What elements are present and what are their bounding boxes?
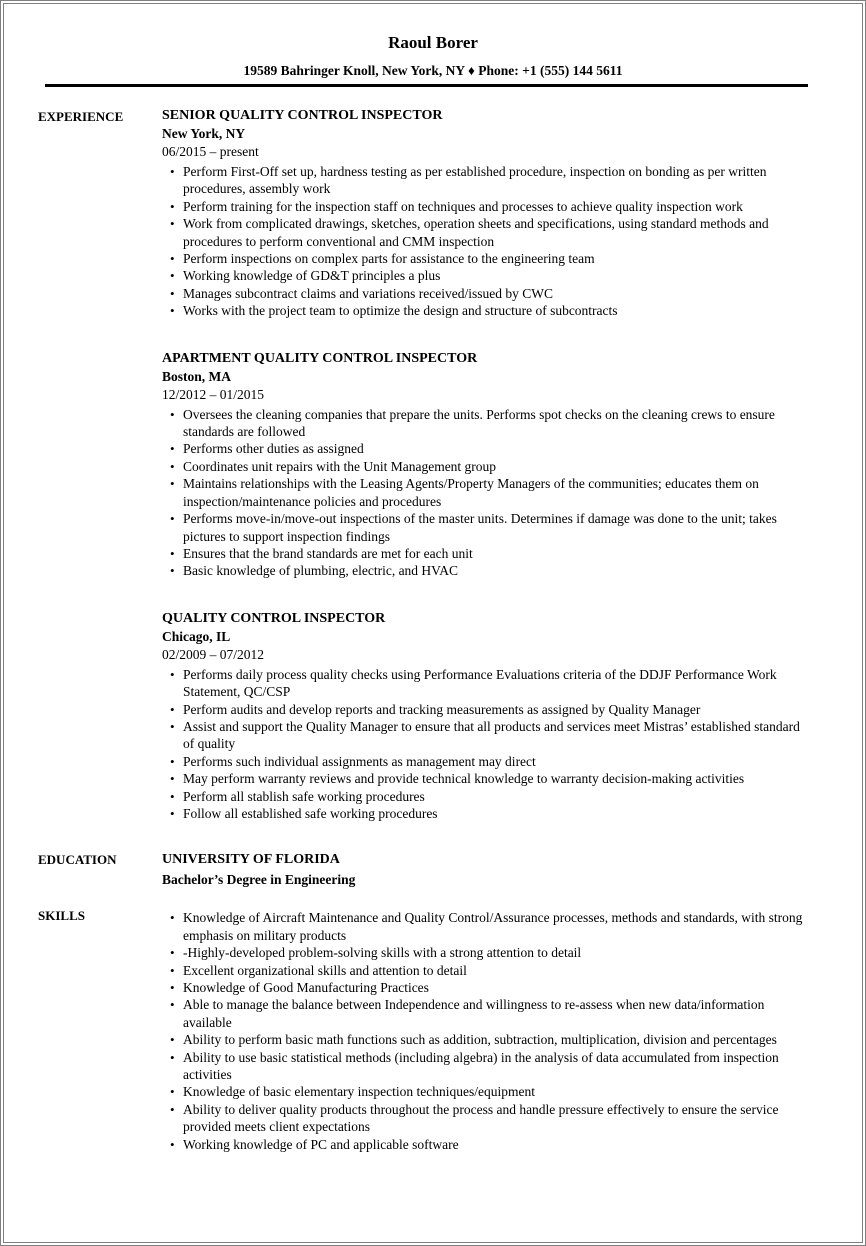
skill-item: • Knowledge of basic elementary inspection techniques/equipment <box>162 1083 810 1100</box>
job-bullet: • Perform inspections on complex parts for assistance to the engineering team <box>162 250 810 267</box>
section-label-experience: EXPERIENCE <box>38 109 124 124</box>
job-bullet: • Coordinates unit repairs with the Unit Management group <box>162 458 810 475</box>
job-bullet: • Perform First-Off set up, hardness testing as per established procedure, inspection on bonding as per written procedures, assembly work <box>162 163 810 198</box>
education-content <box>162 850 810 889</box>
job-bullets <box>162 163 810 320</box>
job-bullet: • Assist and support the Quality Manager to ensure that all products and services meet Mistras’ established standard of quality <box>162 718 810 753</box>
section-label-education: EDUCATION <box>38 852 117 868</box>
job-title: QUALITY CONTROL INSPECTOR <box>162 610 386 626</box>
job-entry <box>162 350 810 580</box>
job-bullet: • Performs other duties as assigned <box>162 440 810 457</box>
job-bullet: • Maintains relationships with the Leasing Agents/Property Managers of the communities; educates them on inspection/maintenance policies and procedures <box>162 475 810 510</box>
skills-content <box>162 906 810 1153</box>
skill-item: • Excellent organizational skills and attention to detail <box>162 962 810 979</box>
job-bullets <box>162 406 810 580</box>
experience-jobs <box>162 107 810 822</box>
skills-section <box>4 906 862 1153</box>
skill-item: • Ability to use basic statistical methods (including algebra) in the analysis of data accumulated from inspection activities <box>162 1049 810 1084</box>
job-location: Boston, MA <box>162 368 232 384</box>
job-bullet: • May perform warranty reviews and provide technical knowledge to warranty decision-making activities <box>162 770 810 787</box>
skills-list <box>162 909 810 1153</box>
job-bullet: • Works with the project team to optimize the design and structure of subcontracts <box>162 302 810 319</box>
contact-line: 19589 Bahringer Knoll, New York, NY ♦ Phone: +1 (555) 144 5611 <box>243 63 623 78</box>
job-bullet: • Work from complicated drawings, sketches, operation sheets and specifications, using standard methods and procedures to perform conventional and CMM inspection <box>162 215 810 250</box>
resume-header <box>4 32 862 79</box>
skill-item: • Knowledge of Aircraft Maintenance and Quality Control/Assurance processes, methods and standards, with strong emphasis on military products <box>162 909 810 944</box>
skill-item: • Working knowledge of PC and applicable software <box>162 1136 810 1153</box>
header-divider <box>45 84 808 87</box>
skill-item: • Ability to perform basic math functions such as addition, subtraction, multiplication, division and percentages <box>162 1031 810 1048</box>
job-bullet: • Follow all established safe working procedures <box>162 805 810 822</box>
job-bullet: • Oversees the cleaning companies that prepare the units. Performs spot checks on the cleaning crews to ensure standards are followed <box>162 406 810 441</box>
job-title: SENIOR QUALITY CONTROL INSPECTOR <box>162 108 443 123</box>
job-title: APARTMENT QUALITY CONTROL INSPECTOR <box>162 350 478 366</box>
job-bullet: • Perform all stablish safe working procedures <box>162 788 810 805</box>
job-bullet: • Performs move-in/move-out inspections of the master units. Determines if damage was done to the unit; takes pictures to support inspection findings <box>162 510 810 545</box>
job-entry <box>162 107 810 320</box>
skill-item: • Ability to deliver quality products throughout the process and handle pressure effectively to ensure the service provided meets client expectations <box>162 1101 810 1136</box>
job-bullet: • Ensures that the brand standards are met for each unit <box>162 545 810 562</box>
skill-item: • Knowledge of Good Manufacturing Practices <box>162 979 810 996</box>
skill-item: • Able to manage the balance between Independence and willingness to re-assess when new data/information available <box>162 996 810 1031</box>
candidate-name: Raoul Borer <box>388 33 478 52</box>
job-dates: 12/2012 – 01/2015 <box>162 386 265 402</box>
job-location: Chicago, IL <box>162 628 231 644</box>
job-bullet: • Performs daily process quality checks using Performance Evaluations criteria of the DDJF Performance Work Statement, QC/CSP <box>162 666 810 701</box>
job-bullet: • Working knowledge of GD&T principles a plus <box>162 267 810 284</box>
job-dates: 06/2015 – present <box>162 144 259 159</box>
job-dates: 02/2009 – 07/2012 <box>162 646 265 662</box>
section-label-skills: SKILLS <box>38 908 85 924</box>
education-section <box>4 850 862 889</box>
job-entry <box>162 610 810 823</box>
degree-name: Bachelor’s Degree in Engineering <box>162 872 356 888</box>
skill-item: • -Highly-developed problem-solving skills with a strong attention to detail <box>162 944 810 961</box>
job-location: New York, NY <box>162 126 246 141</box>
job-bullets <box>162 666 810 823</box>
job-bullet: • Manages subcontract claims and variations received/issued by CWC <box>162 285 810 302</box>
school-name: UNIVERSITY OF FLORIDA <box>162 852 340 868</box>
job-bullet: • Perform audits and develop reports and tracking measurements as assigned by Quality Manager <box>162 701 810 718</box>
job-bullet: • Basic knowledge of plumbing, electric, and HVAC <box>162 562 810 579</box>
job-bullet: • Performs such individual assignments as management may direct <box>162 753 810 770</box>
experience-section <box>4 107 862 822</box>
job-bullet: • Perform training for the inspection staff on techniques and processes to achieve quality inspection work <box>162 198 810 215</box>
